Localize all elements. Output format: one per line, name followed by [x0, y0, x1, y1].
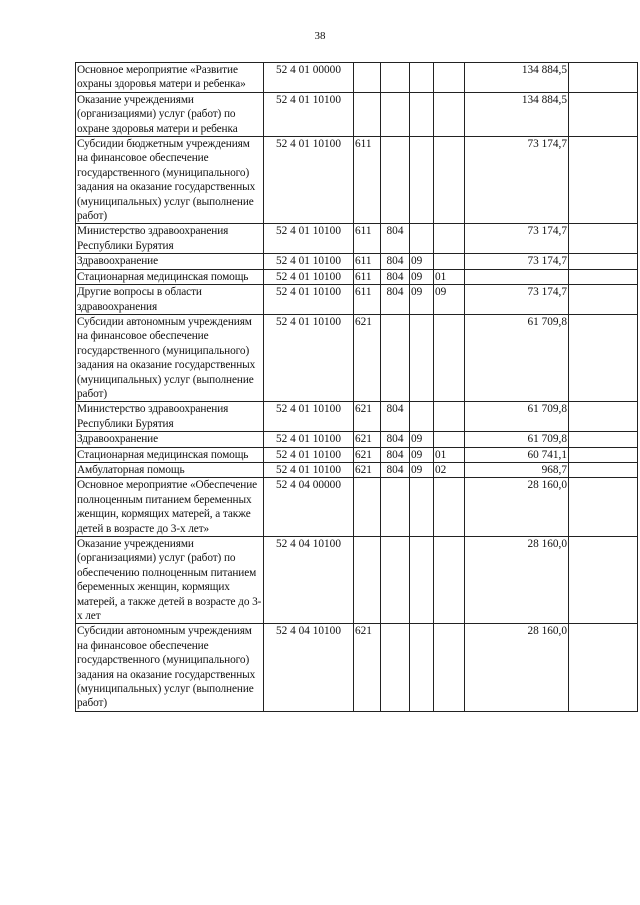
row-section: 09 — [410, 462, 434, 477]
row-subsection — [434, 402, 465, 432]
row-admin-code: 804 — [381, 462, 410, 477]
row-expense-type — [354, 537, 381, 624]
row-extra — [569, 224, 638, 254]
row-extra — [569, 537, 638, 624]
row-extra — [569, 269, 638, 284]
row-expense-type: 621 — [354, 462, 381, 477]
row-extra — [569, 462, 638, 477]
row-section: 09 — [410, 447, 434, 462]
row-name: Стационарная медицинская помощь — [76, 269, 264, 284]
row-name: Основное мероприятие «Обеспечение полноценным питанием беременных женщин, кормящих матерей, а также детей в возрасте до 3-х лет» — [76, 478, 264, 537]
row-subsection — [434, 254, 465, 269]
row-amount: 73 174,7 — [465, 254, 569, 269]
row-section — [410, 92, 434, 136]
row-name: Министерство здравоохранения Республики Бурятия — [76, 402, 264, 432]
row-subsection: 02 — [434, 462, 465, 477]
table-row — [76, 269, 638, 284]
row-amount: 60 741,1 — [465, 447, 569, 462]
table-row — [76, 254, 638, 269]
row-csr-code: 52 4 01 10100 — [264, 224, 354, 254]
row-amount: 73 174,7 — [465, 285, 569, 315]
row-subsection — [434, 432, 465, 447]
table-row — [76, 537, 638, 624]
row-admin-code: 804 — [381, 447, 410, 462]
row-admin-code: 804 — [381, 254, 410, 269]
row-admin-code: 804 — [381, 285, 410, 315]
row-csr-code: 52 4 04 10100 — [264, 624, 354, 711]
row-amount: 28 160,0 — [465, 478, 569, 537]
row-expense-type: 611 — [354, 269, 381, 284]
row-amount: 61 709,8 — [465, 314, 569, 401]
row-subsection: 01 — [434, 269, 465, 284]
row-name: Основное мероприятие «Развитие охраны здоровья матери и ребенка» — [76, 63, 264, 93]
row-csr-code: 52 4 04 10100 — [264, 537, 354, 624]
row-expense-type: 611 — [354, 254, 381, 269]
row-csr-code: 52 4 01 10100 — [264, 462, 354, 477]
row-name: Министерство здравоохранения Республики Бурятия — [76, 224, 264, 254]
row-admin-code — [381, 137, 410, 224]
row-name: Амбулаторная помощь — [76, 462, 264, 477]
row-name: Субсидии бюджетным учреждениям на финансовое обеспечение государственного (муниципального) задания на оказание государственных (муниципальных) услуг (выполнение работ) — [76, 137, 264, 224]
row-expense-type: 611 — [354, 285, 381, 315]
row-extra — [569, 137, 638, 224]
row-csr-code: 52 4 01 00000 — [264, 63, 354, 93]
row-admin-code — [381, 537, 410, 624]
row-subsection — [434, 478, 465, 537]
row-name: Субсидии автономным учреждениям на финансовое обеспечение государственного (муниципального) задания на оказание государственных (муниципальных) услуг (выполнение работ) — [76, 314, 264, 401]
row-admin-code: 804 — [381, 224, 410, 254]
row-expense-type: 621 — [354, 402, 381, 432]
row-admin-code — [381, 92, 410, 136]
table-row — [76, 624, 638, 711]
row-extra — [569, 254, 638, 269]
row-name: Здравоохранение — [76, 254, 264, 269]
row-name: Субсидии автономным учреждениям на финансовое обеспечение государственного (муниципального) задания на оказание государственных (муниципальных) услуг (выполнение работ) — [76, 624, 264, 711]
row-subsection — [434, 224, 465, 254]
budget-table — [75, 62, 638, 712]
row-expense-type: 621 — [354, 624, 381, 711]
row-section — [410, 478, 434, 537]
row-admin-code: 804 — [381, 269, 410, 284]
row-extra — [569, 478, 638, 537]
row-subsection — [434, 537, 465, 624]
row-admin-code — [381, 624, 410, 711]
row-admin-code — [381, 63, 410, 93]
row-section — [410, 314, 434, 401]
row-section — [410, 137, 434, 224]
row-csr-code: 52 4 01 10100 — [264, 314, 354, 401]
row-expense-type — [354, 92, 381, 136]
table-row — [76, 402, 638, 432]
row-csr-code: 52 4 01 10100 — [264, 254, 354, 269]
row-csr-code: 52 4 04 00000 — [264, 478, 354, 537]
row-subsection — [434, 624, 465, 711]
row-subsection: 01 — [434, 447, 465, 462]
row-csr-code: 52 4 01 10100 — [264, 447, 354, 462]
row-subsection — [434, 63, 465, 93]
row-name: Стационарная медицинская помощь — [76, 447, 264, 462]
table-row — [76, 432, 638, 447]
table-row — [76, 447, 638, 462]
row-extra — [569, 447, 638, 462]
row-extra — [569, 285, 638, 315]
table-row — [76, 63, 638, 93]
row-extra — [569, 624, 638, 711]
row-name: Оказание учреждениями (организациями) услуг (работ) по обеспечению полноценным питанием беременных женщин, кормящих матерей, а также детей в возрасте до 3-х лет — [76, 537, 264, 624]
row-extra — [569, 314, 638, 401]
row-csr-code: 52 4 01 10100 — [264, 137, 354, 224]
table-row — [76, 224, 638, 254]
table-row — [76, 285, 638, 315]
table-row — [76, 137, 638, 224]
table-row — [76, 462, 638, 477]
row-subsection — [434, 314, 465, 401]
row-amount: 61 709,8 — [465, 432, 569, 447]
row-subsection — [434, 137, 465, 224]
row-csr-code: 52 4 01 10100 — [264, 402, 354, 432]
row-csr-code: 52 4 01 10100 — [264, 432, 354, 447]
row-csr-code: 52 4 01 10100 — [264, 92, 354, 136]
row-section — [410, 402, 434, 432]
row-section — [410, 624, 434, 711]
row-expense-type: 611 — [354, 137, 381, 224]
row-name: Другие вопросы в области здравоохранения — [76, 285, 264, 315]
row-section — [410, 537, 434, 624]
row-expense-type — [354, 478, 381, 537]
row-amount: 73 174,7 — [465, 137, 569, 224]
page-number: 38 — [314, 30, 326, 42]
row-section: 09 — [410, 285, 434, 315]
row-section: 09 — [410, 432, 434, 447]
row-extra — [569, 63, 638, 93]
row-section — [410, 224, 434, 254]
row-name: Оказание учреждениями (организациями) услуг (работ) по охране здоровья матери и ребенка — [76, 92, 264, 136]
row-expense-type: 621 — [354, 432, 381, 447]
table-row — [76, 92, 638, 136]
row-admin-code: 804 — [381, 402, 410, 432]
row-admin-code — [381, 478, 410, 537]
row-expense-type: 621 — [354, 314, 381, 401]
row-csr-code: 52 4 01 10100 — [264, 269, 354, 284]
row-extra — [569, 432, 638, 447]
row-admin-code: 804 — [381, 432, 410, 447]
row-csr-code: 52 4 01 10100 — [264, 285, 354, 315]
row-amount: 61 709,8 — [465, 402, 569, 432]
table-row — [76, 478, 638, 537]
row-section: 09 — [410, 254, 434, 269]
row-amount: 968,7 — [465, 462, 569, 477]
row-amount: 73 174,7 — [465, 224, 569, 254]
row-expense-type: 611 — [354, 224, 381, 254]
row-subsection: 09 — [434, 285, 465, 315]
row-name: Здравоохранение — [76, 432, 264, 447]
table-row — [76, 314, 638, 401]
row-section — [410, 63, 434, 93]
row-extra — [569, 402, 638, 432]
row-amount — [465, 269, 569, 284]
row-expense-type: 621 — [354, 447, 381, 462]
row-admin-code — [381, 314, 410, 401]
row-section: 09 — [410, 269, 434, 284]
row-subsection — [434, 92, 465, 136]
row-amount: 134 884,5 — [465, 92, 569, 136]
row-extra — [569, 92, 638, 136]
row-amount: 28 160,0 — [465, 624, 569, 711]
row-expense-type — [354, 63, 381, 93]
row-amount: 28 160,0 — [465, 537, 569, 624]
row-amount: 134 884,5 — [465, 63, 569, 93]
